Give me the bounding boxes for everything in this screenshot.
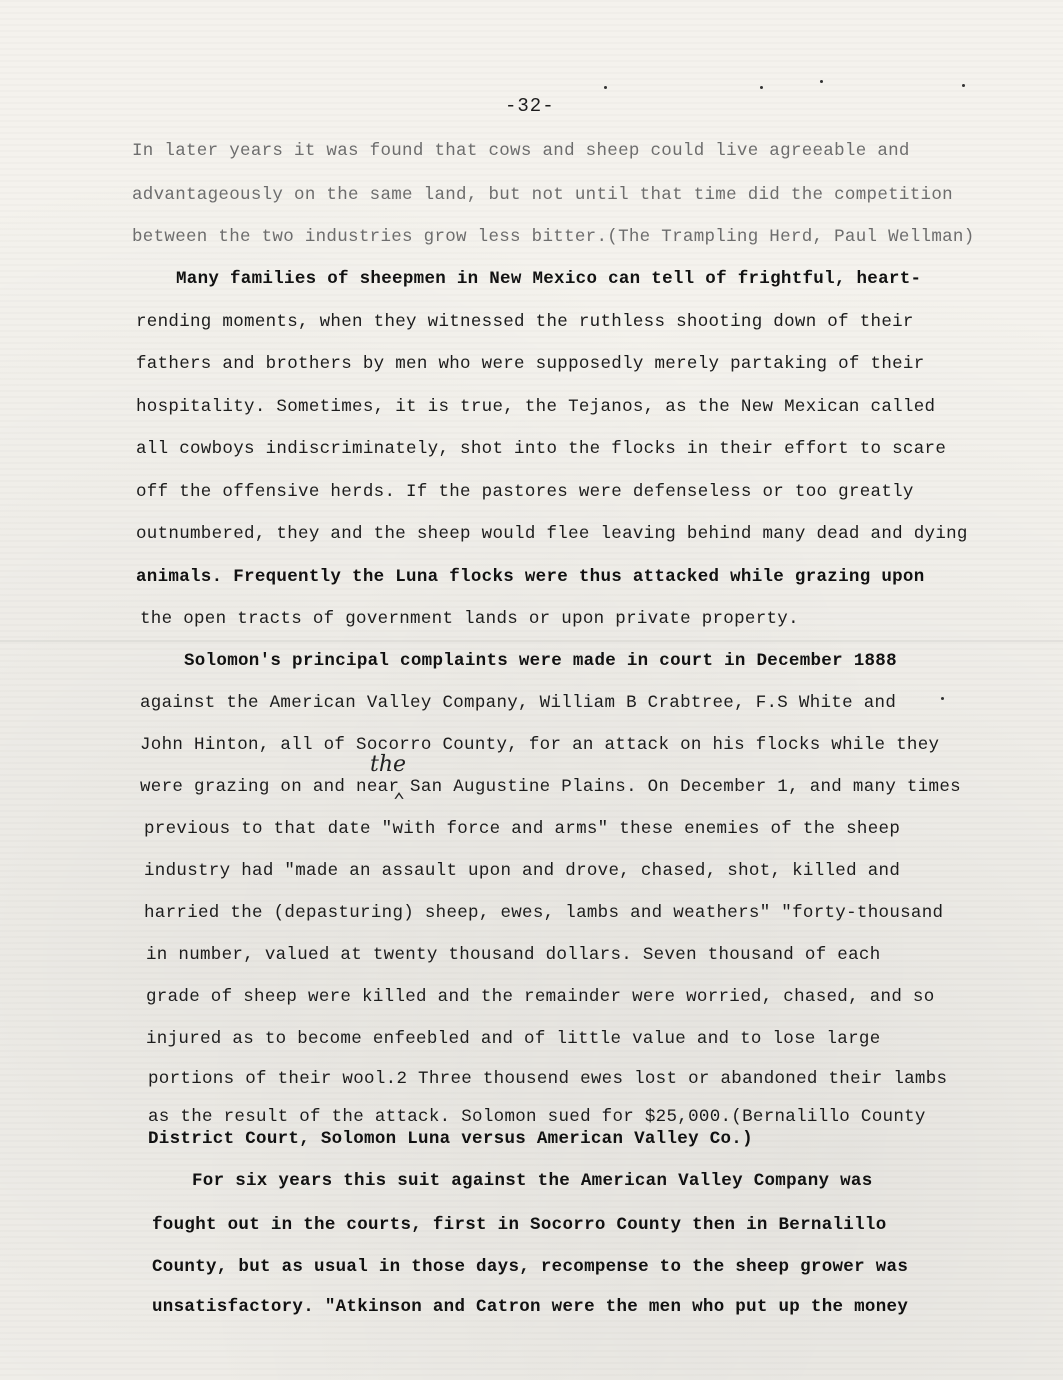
text-line: John Hinton, all of Socorro County, for an attack on his flocks while they — [140, 735, 940, 755]
text-line: In later years it was found that cows and sheep could live agreeable and — [132, 141, 910, 161]
text-line: grade of sheep were killed and the remainder were worried, chased, and so — [146, 987, 935, 1007]
text-line: outnumbered, they and the sheep would flee leaving behind many dead and dying — [136, 524, 968, 544]
text-line: portions of their wool.2 Three thousend ewes lost or abandoned their lambs — [148, 1069, 948, 1089]
handwritten-insert: the — [370, 752, 407, 777]
text-line: industry had "made an assault upon and drove, chased, shot, killed and — [144, 861, 901, 881]
ink-speck — [962, 84, 965, 87]
text-line: fought out in the courts, first in Socorro County then in Bernalillo — [152, 1215, 887, 1235]
text-line: between the two industries grow less bitter.(The Trampling Herd, Paul Wellman) — [132, 227, 975, 247]
ink-speck — [820, 80, 823, 83]
text-line: Solomon's principal complaints were made in court in December 1888 — [184, 651, 897, 671]
text-line: previous to that date "with force and arms" these enemies of the sheep — [144, 819, 901, 839]
text-line: off the offensive herds. If the pastores were defenseless or too greatly — [136, 482, 914, 502]
text-line: as the result of the attack. Solomon sued for $25,000.(Bernalillo County — [148, 1107, 926, 1127]
text-line: rending moments, when they witnessed the ruthless shooting down of their — [136, 312, 914, 332]
text-line: harried the (depasturing) sheep, ewes, lambs and weathers" "forty-thousand — [144, 903, 944, 923]
ink-speck — [941, 697, 944, 700]
text-line: Many families of sheepmen in New Mexico can tell of frightful, heart- — [176, 269, 922, 289]
text-line: hospitality. Sometimes, it is true, the Tejanos, as the New Mexican called — [136, 397, 936, 417]
text-line: advantageously on the same land, but not until that time did the competition — [132, 185, 953, 205]
text-line: County, but as usual in those days, recompense to the sheep grower was — [152, 1257, 909, 1277]
text-line: the open tracts of government lands or upon private property. — [140, 609, 799, 629]
text-line: fathers and brothers by men who were supposedly merely partaking of their — [136, 354, 925, 374]
text-line: For six years this suit against the American Valley Company was — [192, 1171, 873, 1191]
text-line: all cowboys indiscriminately, shot into the flocks in their effort to scare — [136, 439, 947, 459]
text-line: were grazing on and near San Augustine Plains. On December 1, and many times — [140, 777, 961, 797]
text-line: animals. Frequently the Luna flocks were thus attacked while grazing upon — [136, 567, 925, 587]
fold-crease — [0, 640, 1063, 642]
text-line: in number, valued at twenty thousand dollars. Seven thousand of each — [146, 945, 881, 965]
text-line: against the American Valley Company, William B Crabtree, F.S White and — [140, 693, 897, 713]
ink-speck — [760, 86, 763, 89]
page-number: -32- — [505, 95, 555, 117]
text-line: injured as to become enfeebled and of little value and to lose large — [146, 1029, 881, 1049]
ink-speck — [604, 86, 607, 89]
insertion-caret-mark: ⌃ — [393, 791, 406, 814]
text-line: District Court, Solomon Luna versus American Valley Co.) — [148, 1129, 753, 1149]
text-line: unsatisfactory. "Atkinson and Catron were the men who put up the money — [152, 1297, 909, 1317]
